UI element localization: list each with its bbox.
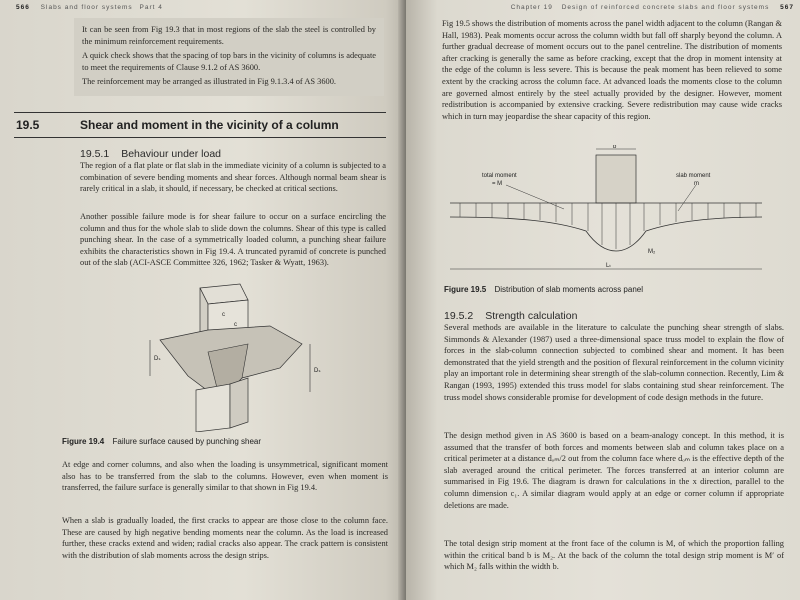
right-running-header — [486, 4, 794, 11]
summary-para-3: The reinforcement may be arranged as illustrated in Fig 9.1.3.4 of AS 3600. — [82, 77, 336, 87]
fig-label-m2: M₂ — [648, 249, 656, 255]
right-paragraph-3: The design method given in AS 3600 is based on a beam-analogy concept. In this method, it is assumed that the transfer of both forces and moments between slab and column takes place on a critical perimeter at a distance dₒₘ/2 out from the column face where dₒₘ is the effective depth of the slab averaged around the critical perimeter. The forces transferred at an interior column are summarised in Fig 19.6. The diagram is drawn for calculations in the x direction, parallel to the column dimension c₁. A similar diagram would apply at an edge or corner column if appropriate deletions are made. — [444, 431, 784, 510]
fig-label-total-moment: total moment — [482, 173, 517, 179]
fig-label-c2: c — [234, 322, 237, 328]
moment-hatching — [460, 203, 756, 249]
section-title: Shear and moment in the vicinity of a column — [80, 118, 339, 132]
right-running-title: Design of reinforced concrete slabs and floor systems — [561, 4, 770, 11]
left-paragraph-2: Another possible failure mode is for shear failure to occur on a surface encircling the column and thus for the whole slab to slide down the columns. Shear of this type is called punching shear. In the case of a symmetrically loaded column, a punching shear failure exhibits the characteristics shown in Fig 19.4. A truncated pyramid of concrete is punched out of the slab (ACI-ASCE Committee 326, 1962; Tasker & Wyatt, 1963). — [80, 212, 386, 268]
moment-curve — [450, 217, 762, 251]
subsection-2-number: 19.5.2 — [444, 310, 474, 322]
moment-distribution-figure — [446, 145, 766, 281]
subsection-number: 19.5.1 — [80, 148, 110, 160]
right-paragraph-4: The total design strip moment at the front face of the column is M, of which the proportion falling within the critical band b is M₂. At the back of the column the total design strip moment is M′ of which M₂ falls within the width b. — [444, 539, 784, 572]
total-moment-leader — [506, 185, 564, 209]
subsection-title: Behaviour under load — [121, 148, 222, 160]
slab-moment-leader — [678, 185, 696, 211]
fig-label-lt: Lₜ — [606, 263, 612, 269]
left-paragraph-3: At edge and corner columns, and also when the loading is unsymmetrical, significant moment also has to be transferred from the slab to the columns. However, even when moment is transferred, the failure surface is generally similar to that shown in Fig 19.4. — [62, 460, 388, 493]
summary-para-2: A quick check shows that the spacing of top bars in the vicinity of columns is adequate to meet the requirements of Clause 9.1.2 of AS 3600. — [82, 51, 376, 72]
column-lower-right — [230, 378, 248, 428]
left-paragraph-1: The region of a flat plate or flat slab in the immediate vicinity of a column is subjected to a combination of severe bending moments and shear forces. Although normal beam shear is rarely critical in a slab, it should, if necessary, be checked at critical sections. — [80, 161, 386, 194]
right-paragraph-1: Fig 19.5 shows the distribution of moments across the panel width adjacent to the column (Rangan & Hall, 1983). Peak moments occur across the column width but fall off sharply beyond the column. A further gradual decrease of moment occurs out to the panel centreline. The distribution of moments after cracking is generally the same as before cracking, except that the drop in moment intensity at the edge of the column is less severe. This is because the peak moment has been relieved to some extent by the cracking across the column face. At advanced loads the moments close to the column are governed almost entirely by the steel actually provided by the designer. However, moment redistribution is accompanied by extensive cracking. Severe redistribution may cause wide cracks which in turn may jeopardise the shear capacity of this region. — [442, 19, 782, 121]
fig-label-slab-moment: slab moment — [676, 173, 711, 179]
figure-19-4-text: Failure surface caused by punching shear — [112, 437, 262, 446]
left-running-title: Slabs and floor systems — [40, 4, 133, 11]
left-page-number: 566 — [16, 4, 30, 11]
section-heading — [0, 104, 390, 144]
section-number: 19.5 — [16, 118, 40, 132]
right-chapter-label: Chapter 19 — [510, 4, 553, 11]
fig-label-c1: c — [222, 312, 225, 318]
fig-label-b: b — [613, 145, 617, 150]
subsection-2-title: Strength calculation — [485, 310, 578, 322]
figure-19-4-number: Figure 19.4 — [62, 437, 105, 446]
fig-label-m: m — [694, 181, 699, 187]
punching-shear-figure — [130, 282, 330, 432]
figure-19-4-caption — [62, 437, 392, 446]
fig-label-total-eq: = M — [492, 181, 503, 187]
figure-19-5-caption — [444, 285, 784, 294]
figure-19-5-number: Figure 19.5 — [444, 285, 487, 294]
right-page — [406, 0, 800, 600]
right-paragraph-2: Several methods are available in the literature to calculate the punching shear strength of slabs. Simmonds & Alexander (1987) used a three-dimensional space truss model to explain the flow of forces in the slab-column connection subjected to combined shear and moment. It has been demonstrated that the yield strength and the position of flexural reinforcement in the column vicinity play an important role in determining shear strength of the slab-column connection. Recently, Lim & Rangan (1993, 1995) extended this truss model for slabs containing stud shear reinforcement. The truss model shows considerable promise for development of code design methods in the future. — [444, 323, 784, 402]
fig-label-ds-left: Dₛ — [154, 356, 161, 362]
left-running-header — [16, 4, 163, 11]
right-page-number: 567 — [780, 4, 794, 11]
summary-para-1: It can be seen from Fig 19.3 that in most regions of the slab the steel is controlled by the minimum reinforcement requirements. — [82, 25, 376, 46]
figure-19-5-text: Distribution of slab moments across panel — [494, 285, 643, 294]
left-paragraph-4: When a slab is gradually loaded, the first cracks to appear are those close to the column face. These are caused by high negative bending moments near the column. As the load is increased further, these cracks extend and widen; radial cracks also appear. The crack pattern is consistent with the distribution of slab moments across the design strips. — [62, 516, 388, 560]
fig-label-ds-right: Dₛ — [314, 368, 321, 374]
column-section — [596, 155, 636, 203]
left-part-label: Part 4 — [139, 4, 163, 11]
column-lower-left — [196, 384, 230, 432]
summary-box — [74, 18, 384, 96]
